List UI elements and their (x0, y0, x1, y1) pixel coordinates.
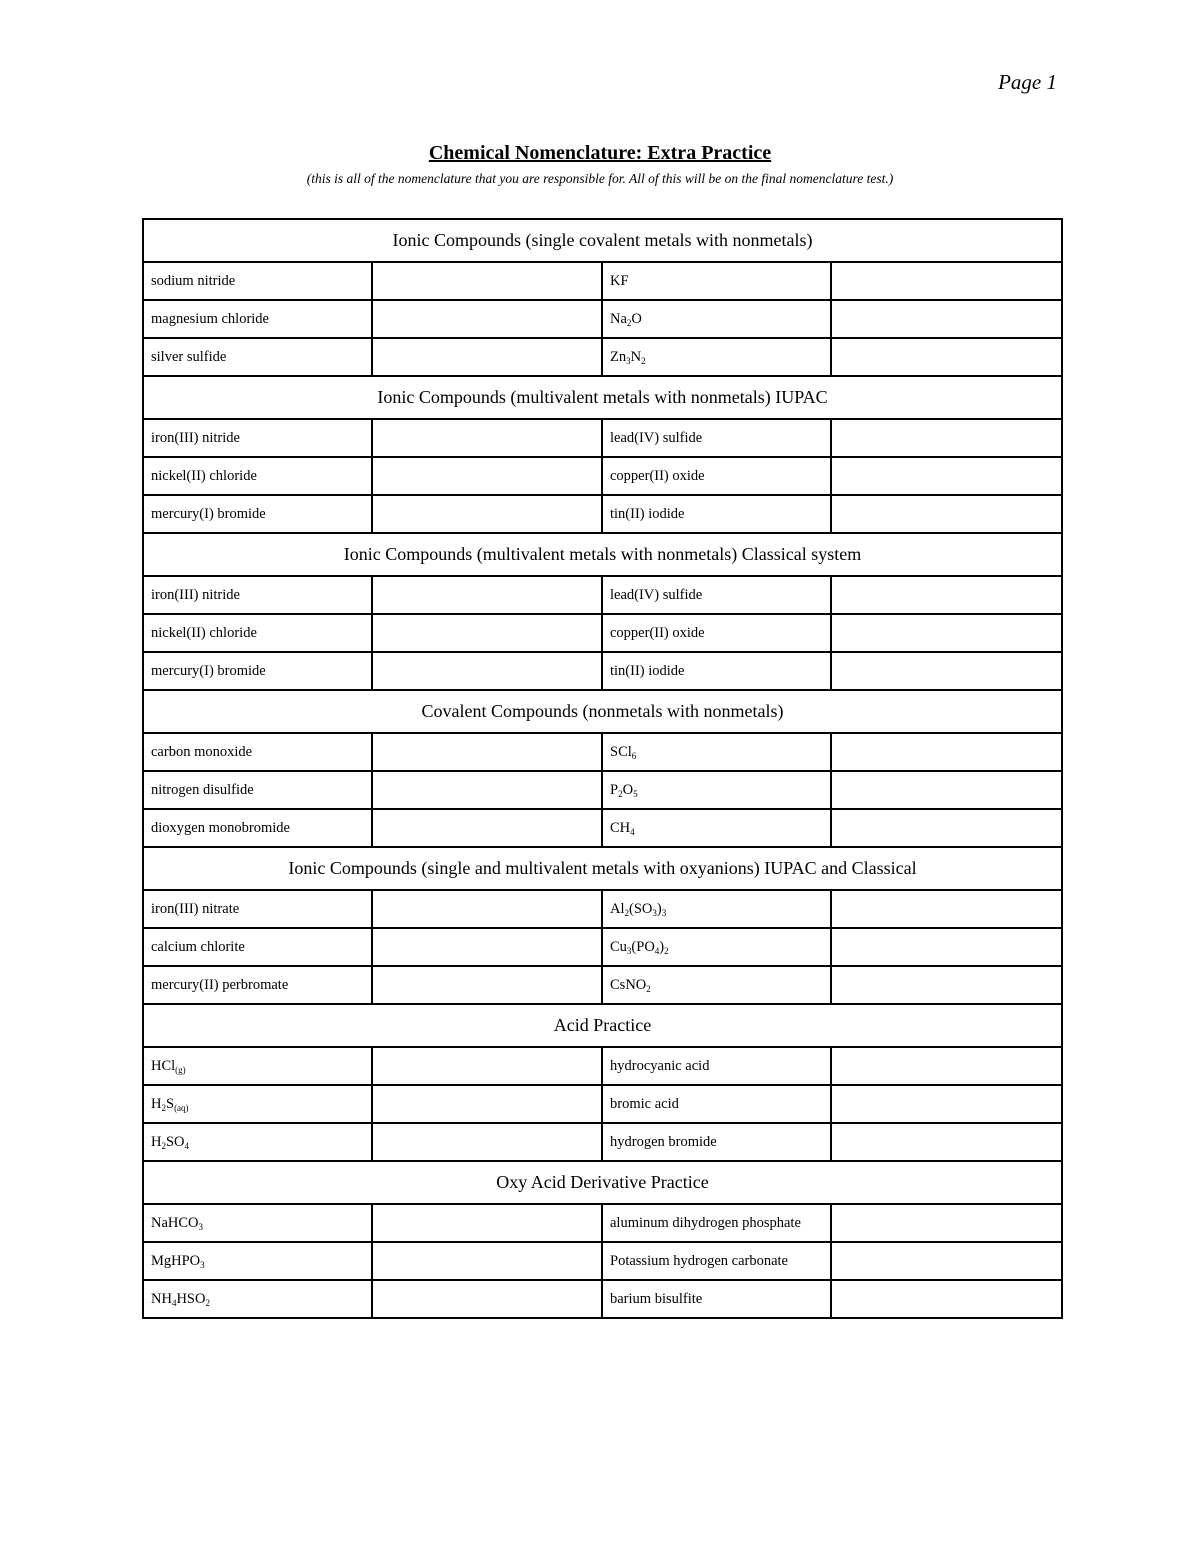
answer-cell[interactable] (831, 419, 1062, 457)
question-cell: lead(IV) sulfide (602, 576, 831, 614)
question-cell: aluminum dihydrogen phosphate (602, 1204, 831, 1242)
question-cell: $NH_4HSO_2$ (143, 1280, 372, 1318)
table-row (143, 1242, 1062, 1280)
answer-cell[interactable] (831, 809, 1062, 847)
answer-cell[interactable] (372, 419, 602, 457)
question-cell: KF (602, 262, 831, 300)
section-header-row (143, 1004, 1062, 1047)
answer-cell[interactable] (372, 1204, 602, 1242)
answer-cell[interactable] (372, 576, 602, 614)
question-cell: HCl$_{(g)}$ (143, 1047, 372, 1085)
answer-cell[interactable] (831, 652, 1062, 690)
question-cell: sodium nitride (143, 262, 372, 300)
question-cell: tin(II) iodide (602, 652, 831, 690)
answer-cell[interactable] (372, 457, 602, 495)
answer-cell[interactable] (372, 966, 602, 1004)
section-header-row (143, 533, 1062, 576)
answer-cell[interactable] (372, 262, 602, 300)
answer-cell[interactable] (372, 1280, 602, 1318)
answer-cell[interactable] (372, 300, 602, 338)
question-cell: nickel(II) chloride (143, 457, 372, 495)
table-row (143, 300, 1062, 338)
page-number: Page 1 (998, 70, 1057, 94)
section-title: Ionic Compounds (single and multivalent metals with oxyanions) IUPAC and Classical (143, 847, 1062, 890)
answer-cell[interactable] (372, 1242, 602, 1280)
answer-cell[interactable] (372, 652, 602, 690)
answer-cell[interactable] (831, 614, 1062, 652)
table-row (143, 1085, 1062, 1123)
answer-cell[interactable] (831, 1242, 1062, 1280)
table-row (143, 1123, 1062, 1161)
table-row (143, 338, 1062, 376)
table-row (143, 457, 1062, 495)
answer-cell[interactable] (831, 457, 1062, 495)
nomenclature-table (142, 218, 1063, 1319)
answer-cell[interactable] (831, 1280, 1062, 1318)
question-cell: Potassium hydrogen carbonate (602, 1242, 831, 1280)
question-cell: magnesium chloride (143, 300, 372, 338)
section-title: Ionic Compounds (multivalent metals with nonmetals) Classical system (143, 533, 1062, 576)
question-cell: $Cu_3(PO_4)_2$ (602, 928, 831, 966)
question-cell: copper(II) oxide (602, 614, 831, 652)
answer-cell[interactable] (831, 576, 1062, 614)
table-row (143, 652, 1062, 690)
table-row (143, 1280, 1062, 1318)
answer-cell[interactable] (831, 300, 1062, 338)
question-cell: $CH_4$ (602, 809, 831, 847)
answer-cell[interactable] (831, 1204, 1062, 1242)
answer-cell[interactable] (831, 262, 1062, 300)
question-cell: $P_2O_5$ (602, 771, 831, 809)
question-cell: iron(III) nitride (143, 419, 372, 457)
answer-cell[interactable] (372, 733, 602, 771)
question-cell: tin(II) iodide (602, 495, 831, 533)
answer-cell[interactable] (372, 1047, 602, 1085)
table-row (143, 495, 1062, 533)
question-cell: $Na_2O$ (602, 300, 831, 338)
question-cell: iron(III) nitride (143, 576, 372, 614)
table-row (143, 771, 1062, 809)
question-cell: hydrocyanic acid (602, 1047, 831, 1085)
answer-cell[interactable] (372, 1123, 602, 1161)
question-cell: silver sulfide (143, 338, 372, 376)
question-cell: copper(II) oxide (602, 457, 831, 495)
answer-cell[interactable] (372, 809, 602, 847)
question-cell: $Al_2(SO_3)_3$ (602, 890, 831, 928)
question-cell: $Zn_3N_2$ (602, 338, 831, 376)
table-row (143, 928, 1062, 966)
answer-cell[interactable] (831, 1047, 1062, 1085)
table-row (143, 614, 1062, 652)
question-cell: mercury(II) perbromate (143, 966, 372, 1004)
question-cell: SCl$_6$ (602, 733, 831, 771)
answer-cell[interactable] (372, 890, 602, 928)
section-header-row (143, 1161, 1062, 1204)
section-header-row (143, 690, 1062, 733)
answer-cell[interactable] (831, 771, 1062, 809)
question-cell: lead(IV) sulfide (602, 419, 831, 457)
answer-cell[interactable] (372, 1085, 602, 1123)
question-cell: $H_2SO_4$ (143, 1123, 372, 1161)
table-row (143, 890, 1062, 928)
answer-cell[interactable] (831, 1085, 1062, 1123)
question-cell: mercury(I) bromide (143, 495, 372, 533)
question-cell: nitrogen disulfide (143, 771, 372, 809)
table-row (143, 262, 1062, 300)
question-cell: carbon monoxide (143, 733, 372, 771)
section-header-row (143, 847, 1062, 890)
answer-cell[interactable] (831, 733, 1062, 771)
question-cell: nickel(II) chloride (143, 614, 372, 652)
section-title: Acid Practice (143, 1004, 1062, 1047)
question-cell: mercury(I) bromide (143, 652, 372, 690)
answer-cell[interactable] (372, 338, 602, 376)
question-cell: $H_2S_{(aq)}$ (143, 1085, 372, 1123)
question-cell: iron(III) nitrate (143, 890, 372, 928)
section-header-row (143, 376, 1062, 419)
question-cell: CsNO$_2$ (602, 966, 831, 1004)
table-row (143, 966, 1062, 1004)
question-cell: MgHPO$_3$ (143, 1242, 372, 1280)
answer-cell[interactable] (831, 966, 1062, 1004)
table-row (143, 1047, 1062, 1085)
table-row (143, 419, 1062, 457)
question-cell: barium bisulfite (602, 1280, 831, 1318)
table-row (143, 1204, 1062, 1242)
table-row (143, 733, 1062, 771)
question-cell: bromic acid (602, 1085, 831, 1123)
section-header-row (143, 219, 1062, 262)
answer-cell[interactable] (372, 771, 602, 809)
question-cell: dioxygen monobromide (143, 809, 372, 847)
answer-cell[interactable] (831, 890, 1062, 928)
table-row (143, 809, 1062, 847)
section-title: Ionic Compounds (multivalent metals with nonmetals) IUPAC (143, 376, 1062, 419)
answer-cell[interactable] (831, 338, 1062, 376)
question-cell: hydrogen bromide (602, 1123, 831, 1161)
answer-cell[interactable] (372, 614, 602, 652)
page-title: Chemical Nomenclature: Extra Practice (428, 142, 772, 164)
page-subtitle: (this is all of the nomenclature that you are responsible for. All of this will be on the final nomenclature test.) (306, 171, 894, 186)
question-cell: NaHCO$_3$ (143, 1204, 372, 1242)
section-title: Ionic Compounds (single covalent metals with nonmetals) (143, 219, 1062, 262)
answer-cell[interactable] (372, 928, 602, 966)
answer-cell[interactable] (831, 1123, 1062, 1161)
section-title: Oxy Acid Derivative Practice (143, 1161, 1062, 1204)
section-title: Covalent Compounds (nonmetals with nonmetals) (143, 690, 1062, 733)
answer-cell[interactable] (831, 928, 1062, 966)
answer-cell[interactable] (831, 495, 1062, 533)
question-cell: calcium chlorite (143, 928, 372, 966)
answer-cell[interactable] (372, 495, 602, 533)
table-row (143, 576, 1062, 614)
